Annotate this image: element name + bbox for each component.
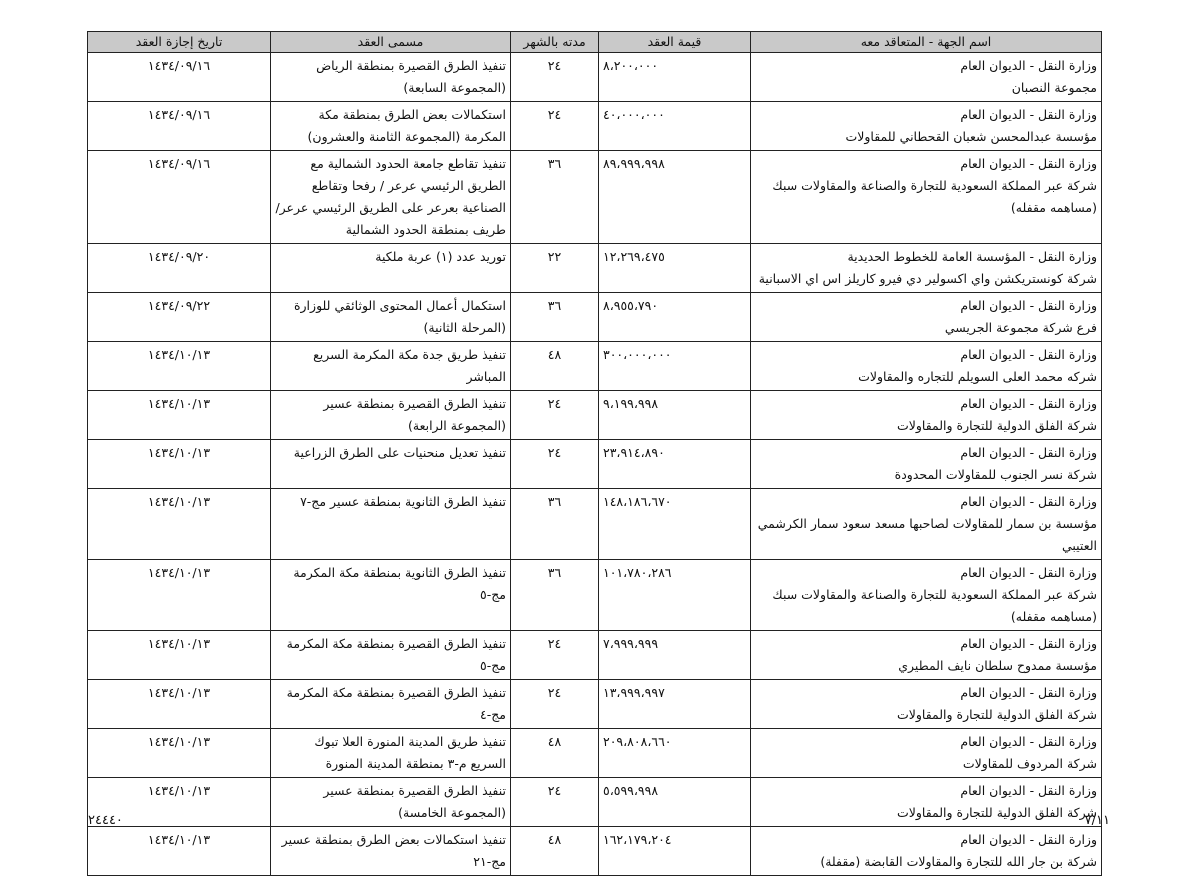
cell-date — [88, 391, 271, 440]
cell-contract-name — [271, 729, 511, 778]
cell-party-party2-text: شركة المردوف للمقاولات — [962, 756, 1097, 771]
cell-months — [511, 729, 599, 778]
cell-value-value-text: ١٠١،٧٨٠،٢٨٦ — [603, 565, 672, 580]
cell-value-value-text: ٥،٥٩٩،٩٩٨ — [603, 783, 659, 798]
cell-value — [599, 631, 751, 680]
cell-party-party1-text: وزارة النقل - الديوان العام — [960, 685, 1097, 700]
cell-months-months-text: ٢٤ — [547, 396, 562, 411]
cell-contract-name — [271, 680, 511, 729]
cell-party-party2-text: شركة كونستريكشن واي اكسولير دي فيرو كاريلز اس اي الاسبانية — [758, 271, 1097, 286]
cell-months-months-text: ٣٦ — [547, 156, 562, 171]
cell-contract-name-name-text: تنفيذ طريق المدينة المنورة العلا تبوك السريع م-٣ بمنطقة المدينة المنورة — [314, 734, 506, 771]
cell-months — [511, 244, 599, 293]
cell-party-party2-text: شركة نسر الجنوب للمقاولات المحدودة — [894, 467, 1097, 482]
cell-party-party2-text: شركة عبر المملكة السعودية للتجارة والصناعة والمقاولات سبك (مساهمه مقفله) — [772, 178, 1097, 215]
cell-months — [511, 489, 599, 560]
cell-contract-name — [271, 293, 511, 342]
cell-party-party1-text: وزارة النقل - الديوان العام — [960, 734, 1097, 749]
cell-contract-name — [271, 778, 511, 827]
cell-party-party1-text: وزارة النقل - الديوان العام — [960, 58, 1097, 73]
cell-value-value-text: ٩،١٩٩،٩٩٨ — [603, 396, 659, 411]
table-row — [88, 560, 1102, 631]
cell-value — [599, 560, 751, 631]
header-date: تاريخ إجازة العقد — [88, 32, 271, 53]
cell-party — [751, 631, 1102, 680]
cell-date — [88, 560, 271, 631]
cell-value-value-text: ٢٠٩،٨٠٨،٦٦٠ — [603, 734, 672, 749]
cell-party-party2-text: شركة الفلق الدولية للتجارة والمقاولات — [896, 418, 1097, 433]
header-months: مدته بالشهر — [511, 32, 599, 53]
cell-months-months-text: ٢٤ — [547, 58, 562, 73]
cell-contract-name-name-text: تنفيذ الطرق القصيرة بمنطقة مكة المكرمة مج-٤ — [286, 685, 506, 722]
cell-contract-name — [271, 102, 511, 151]
header-party: اسم الجهة - المتعاقد معه — [751, 32, 1102, 53]
cell-party — [751, 680, 1102, 729]
cell-date-date-text: ١٤٣٤/١٠/١٣ — [147, 832, 211, 847]
cell-value — [599, 342, 751, 391]
cell-party-party2-text: شركة عبر المملكة السعودية للتجارة والصناعة والمقاولات سبك (مساهمه مقفله) — [772, 587, 1097, 624]
cell-contract-name-name-text: استكمال أعمال المحتوى الوثائقي للوزارة (المرحلة الثانية) — [293, 298, 506, 335]
header-row — [88, 32, 1102, 53]
cell-party — [751, 440, 1102, 489]
cell-date — [88, 244, 271, 293]
cell-months — [511, 440, 599, 489]
cell-contract-name-name-text: تنفيذ الطرق القصيرة بمنطقة الرياض (المجموعة السابعة) — [316, 58, 506, 95]
cell-value-value-text: ١٤٨،١٨٦،٦٧٠ — [603, 494, 672, 509]
cell-date-date-text: ١٤٣٤/١٠/١٣ — [147, 685, 211, 700]
cell-date — [88, 489, 271, 560]
cell-date-date-text: ١٤٣٤/١٠/١٣ — [147, 734, 211, 749]
cell-contract-name-name-text: تنفيذ الطرق الثانوية بمنطقة عسير مج-٧ — [300, 494, 506, 509]
cell-value-value-text: ٨،٩٥٥،٧٩٠ — [603, 298, 659, 313]
cell-value-value-text: ٨،٢٠٠،٠٠٠ — [603, 58, 659, 73]
cell-date-date-text: ١٤٣٤/١٠/١٣ — [147, 445, 211, 460]
cell-party-party1-text: وزارة النقل - الديوان العام — [960, 107, 1097, 122]
cell-party-party2-text: مؤسسة ممدوح سلطان نايف المطيري — [898, 658, 1097, 673]
cell-contract-name — [271, 440, 511, 489]
table-row — [88, 680, 1102, 729]
cell-party — [751, 391, 1102, 440]
table-row — [88, 631, 1102, 680]
cell-party-party1-text: وزارة النقل - الديوان العام — [960, 347, 1097, 362]
cell-party-party2-text: شركه محمد العلى السويلم للتجاره والمقاولات — [858, 369, 1097, 384]
cell-party-party1-text: وزارة النقل - الديوان العام — [960, 156, 1097, 171]
cell-date-date-text: ١٤٣٤/٠٩/٢٢ — [147, 298, 211, 313]
cell-value-value-text: ٧،٩٩٩،٩٩٩ — [603, 636, 659, 651]
cell-value — [599, 293, 751, 342]
table-row — [88, 151, 1102, 244]
cell-date — [88, 293, 271, 342]
cell-value-value-text: ٤٠،٠٠٠،٠٠٠ — [603, 107, 665, 122]
cell-contract-name — [271, 827, 511, 876]
cell-months-months-text: ٤٨ — [547, 734, 562, 749]
table-row — [88, 244, 1102, 293]
cell-date — [88, 102, 271, 151]
cell-months-months-text: ٢٤ — [547, 636, 562, 651]
document-number: ٢٤٤٤٠ — [88, 813, 123, 828]
cell-value — [599, 778, 751, 827]
table-row — [88, 778, 1102, 827]
cell-value — [599, 489, 751, 560]
cell-party-party2-text: مجموعة النصبان — [1011, 80, 1097, 95]
cell-date-date-text: ١٤٣٤/١٠/١٣ — [147, 494, 211, 509]
cell-party — [751, 560, 1102, 631]
cell-months-months-text: ٢٤ — [547, 685, 562, 700]
cell-months — [511, 680, 599, 729]
cell-value-value-text: ٢٣،٩١٤،٨٩٠ — [603, 445, 665, 460]
cell-months — [511, 102, 599, 151]
cell-party-party1-text: وزارة النقل - الديوان العام — [960, 298, 1097, 313]
cell-contract-name — [271, 631, 511, 680]
cell-date-date-text: ١٤٣٤/١٠/١٣ — [147, 636, 211, 651]
cell-party — [751, 489, 1102, 560]
cell-date-date-text: ١٤٣٤/٠٩/١٦ — [147, 107, 211, 122]
cell-value — [599, 151, 751, 244]
cell-value-value-text: ١٦٢،١٧٩،٢٠٤ — [603, 832, 672, 847]
table-row — [88, 489, 1102, 560]
cell-value-value-text: ٨٩،٩٩٩،٩٩٨ — [603, 156, 665, 171]
page-number: ٧/١١ — [1084, 813, 1110, 828]
cell-date — [88, 827, 271, 876]
header-name: مسمى العقد — [271, 32, 511, 53]
cell-contract-name-name-text: تنفيذ الطرق القصيرة بمنطقة عسير (المجموعة الخامسة) — [323, 783, 506, 820]
cell-date-date-text: ١٤٣٤/٠٩/١٦ — [147, 58, 211, 73]
cell-party — [751, 342, 1102, 391]
cell-contract-name — [271, 244, 511, 293]
cell-date — [88, 631, 271, 680]
cell-party-party1-text: وزارة النقل - الديوان العام — [960, 445, 1097, 460]
cell-date — [88, 440, 271, 489]
cell-months-months-text: ٣٦ — [547, 298, 562, 313]
cell-value — [599, 440, 751, 489]
cell-party-party2-text: شركة الفلق الدولية للتجارة والمقاولات — [896, 707, 1097, 722]
cell-contract-name-name-text: توريد عدد (١) عربة ملكية — [375, 249, 506, 264]
cell-party — [751, 53, 1102, 102]
table-row — [88, 391, 1102, 440]
cell-months — [511, 778, 599, 827]
cell-contract-name-name-text: استكمالات بعض الطرق بمنطقة مكة المكرمة (المجموعة الثامنة والعشرون) — [307, 107, 506, 144]
table-row — [88, 729, 1102, 778]
cell-months — [511, 342, 599, 391]
cell-party-party1-text: وزارة النقل - الديوان العام — [960, 783, 1097, 798]
cell-contract-name-name-text: تنفيذ تقاطع جامعة الحدود الشمالية مع الطريق الرئيسي عرعر / رفحا وتقاطع الصناعية بعرعر على الطريق الرئيسي عرعر/طريف بمنطقة الحدود الشمالية — [275, 156, 506, 237]
contracts-table — [87, 31, 1102, 876]
cell-contract-name — [271, 391, 511, 440]
cell-value — [599, 391, 751, 440]
cell-party-party1-text: وزارة النقل - المؤسسة العامة للخطوط الحديدية — [847, 249, 1097, 264]
table-row — [88, 293, 1102, 342]
cell-months — [511, 631, 599, 680]
table-body — [88, 53, 1102, 876]
cell-contract-name-name-text: تنفيذ استكمالات بعض الطرق بمنطقة عسير مج-٢١ — [281, 832, 506, 869]
cell-date-date-text: ١٤٣٤/١٠/١٣ — [147, 783, 211, 798]
cell-contract-name — [271, 53, 511, 102]
cell-value — [599, 244, 751, 293]
cell-party — [751, 244, 1102, 293]
cell-date — [88, 680, 271, 729]
cell-party-party2-text: مؤسسة بن سمار للمقاولات لصاحبها مسعد سعود سمار الكرشمي العتيبي — [757, 516, 1097, 553]
cell-date — [88, 151, 271, 244]
cell-months-months-text: ٢٤ — [547, 783, 562, 798]
cell-date-date-text: ١٤٣٤/١٠/١٣ — [147, 396, 211, 411]
cell-contract-name-name-text: تنفيذ طريق جدة مكة المكرمة السريع المباشر — [313, 347, 506, 384]
cell-party-party1-text: وزارة النقل - الديوان العام — [960, 494, 1097, 509]
cell-value-value-text: ١٢،٢٦٩،٤٧٥ — [603, 249, 665, 264]
cell-months-months-text: ٢٤ — [547, 107, 562, 122]
cell-party-party1-text: وزارة النقل - الديوان العام — [960, 396, 1097, 411]
cell-party-party2-text: شركة بن جار الله للتجارة والمقاولات القابضة (مقفلة) — [820, 854, 1097, 869]
cell-value — [599, 102, 751, 151]
cell-date-date-text: ١٤٣٤/١٠/١٣ — [147, 347, 211, 362]
cell-party-party1-text: وزارة النقل - الديوان العام — [960, 636, 1097, 651]
cell-months-months-text: ٣٦ — [547, 565, 562, 580]
cell-date — [88, 342, 271, 391]
cell-date-date-text: ١٤٣٤/١٠/١٣ — [147, 565, 211, 580]
cell-party — [751, 293, 1102, 342]
table-row — [88, 102, 1102, 151]
cell-months-months-text: ٢٢ — [547, 249, 562, 264]
cell-contract-name-name-text: تنفيذ الطرق الثانوية بمنطقة مكة المكرمة مج-٥ — [293, 565, 506, 602]
cell-value — [599, 53, 751, 102]
cell-contract-name — [271, 342, 511, 391]
cell-months — [511, 560, 599, 631]
cell-party-party2-text: مؤسسة عبدالمحسن شعبان القحطاني للمقاولات — [845, 129, 1097, 144]
cell-party-party1-text: وزارة النقل - الديوان العام — [960, 565, 1097, 580]
cell-party-party1-text: وزارة النقل - الديوان العام — [960, 832, 1097, 847]
cell-value — [599, 729, 751, 778]
cell-value-value-text: ١٣،٩٩٩،٩٩٧ — [603, 685, 665, 700]
cell-months — [511, 151, 599, 244]
cell-party — [751, 102, 1102, 151]
cell-date-date-text: ١٤٣٤/٠٩/١٦ — [147, 156, 211, 171]
cell-party — [751, 778, 1102, 827]
cell-contract-name — [271, 151, 511, 244]
cell-value — [599, 827, 751, 876]
cell-months — [511, 293, 599, 342]
cell-months — [511, 53, 599, 102]
cell-party — [751, 827, 1102, 876]
cell-party-party2-text: فرع شركة مجموعة الجريسي — [944, 320, 1097, 335]
header-value: قيمة العقد — [599, 32, 751, 53]
cell-party — [751, 729, 1102, 778]
cell-contract-name-name-text: تنفيذ تعديل منحنيات على الطرق الزراعية — [293, 445, 506, 460]
cell-value — [599, 680, 751, 729]
cell-date — [88, 53, 271, 102]
cell-contract-name — [271, 560, 511, 631]
cell-months-months-text: ٣٦ — [547, 494, 562, 509]
cell-months — [511, 827, 599, 876]
cell-party — [751, 151, 1102, 244]
cell-contract-name — [271, 489, 511, 560]
table-row — [88, 53, 1102, 102]
table-row — [88, 827, 1102, 876]
cell-contract-name-name-text: تنفيذ الطرق القصيرة بمنطقة عسير (المجموعة الرابعة) — [323, 396, 506, 433]
cell-months — [511, 391, 599, 440]
table-row — [88, 342, 1102, 391]
table-row — [88, 440, 1102, 489]
cell-months-months-text: ٢٤ — [547, 445, 562, 460]
cell-contract-name-name-text: تنفيذ الطرق القصيرة بمنطقة مكة المكرمة مج-٥ — [286, 636, 506, 673]
cell-date-date-text: ١٤٣٤/٠٩/٢٠ — [147, 249, 211, 264]
cell-months-months-text: ٤٨ — [547, 347, 562, 362]
cell-date — [88, 729, 271, 778]
cell-party-party2-text: شركة الفلق الدولية للتجارة والمقاولات — [896, 805, 1097, 820]
cell-value-value-text: ٣٠٠،٠٠٠،٠٠٠ — [603, 347, 672, 362]
cell-months-months-text: ٤٨ — [547, 832, 562, 847]
